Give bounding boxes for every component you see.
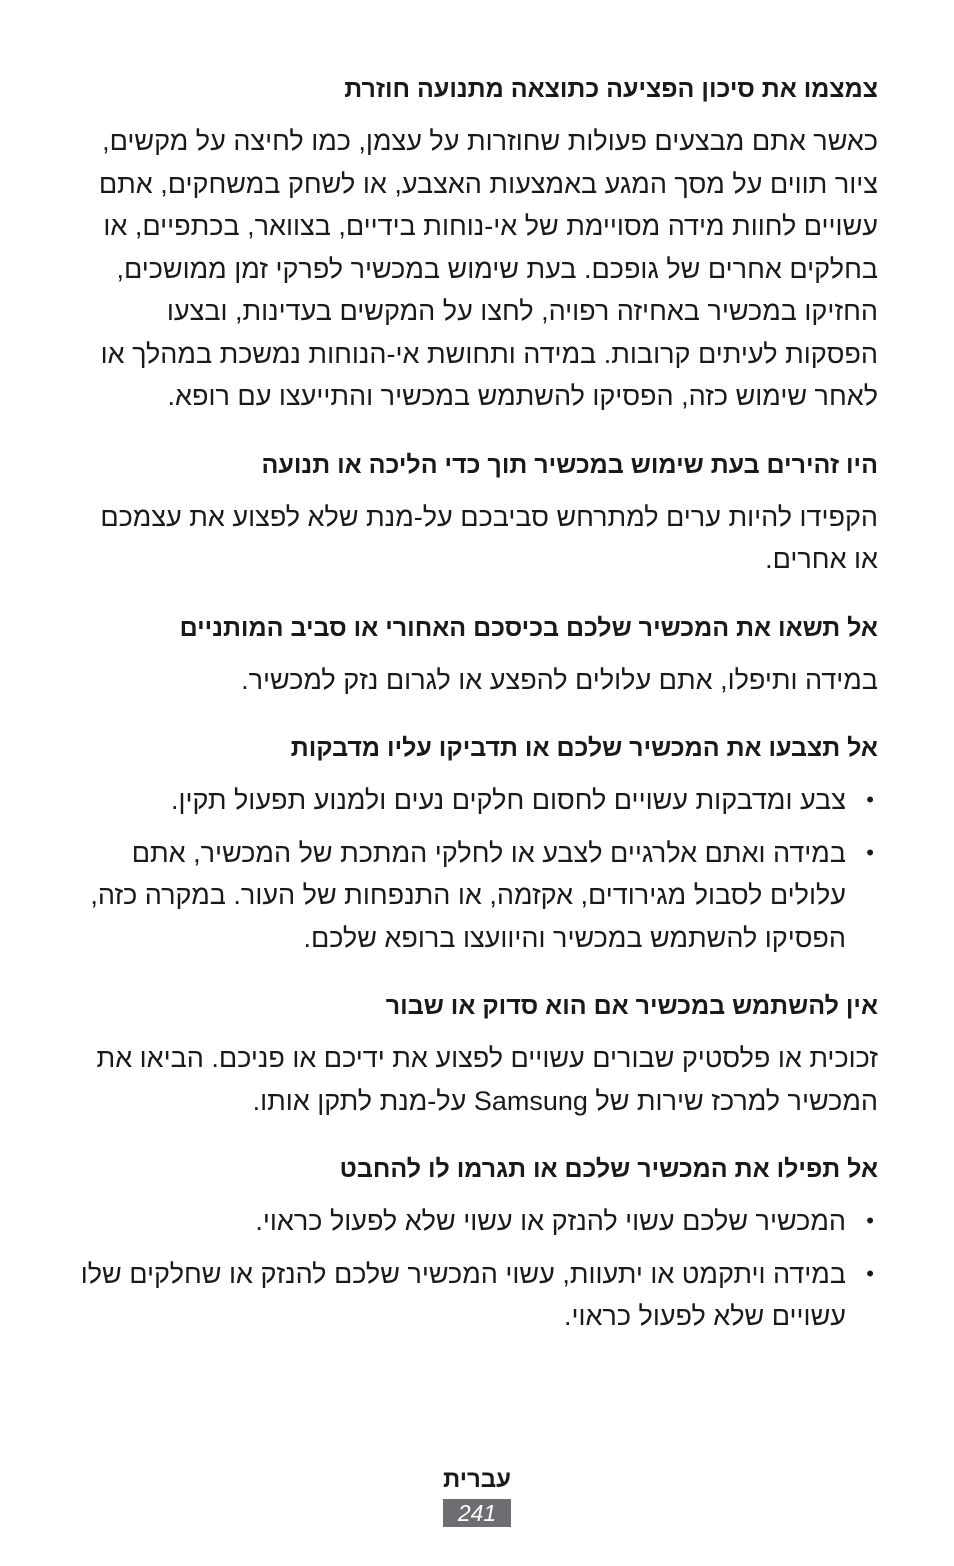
list-item-text: צבע ומדבקות עשויים לחסום חלקים נעים ולמנוע תפעול תקין.: [170, 785, 846, 815]
section-heading: אין להשתמש במכשיר אם הוא סדוק או שבור: [385, 992, 878, 1020]
brand-name: Samsung: [473, 1085, 588, 1116]
page-content: [78, 72, 878, 1368]
section-heading: צמצמו את סיכון הפציעה כתוצאה מתנועה חוזרת: [344, 75, 878, 103]
bullet-list: [78, 779, 878, 959]
section-body-part1: זכוכית או פלסטיק שבורים עשויים לפצוע את ידיכם או פניכם. הביאו את המכשיר למרכז שירות של: [96, 1043, 878, 1116]
section-heading: אל תשאו את המכשיר שלכם בכיסכם האחורי או סביב המותניים: [179, 613, 878, 642]
list-item: [78, 1253, 878, 1338]
list-item-text: במידה ויתקמט או יתעוות, עשוי המכשיר שלכם להנזק או שחלקים שלו עשויים שלא לפעול כראוי.: [80, 1258, 846, 1331]
list-item-text: המכשיר שלכם עשוי להנזק או עשוי שלא לפעול כראוי.: [255, 1206, 846, 1236]
section-dropping-device: [78, 1152, 878, 1338]
section-heading: אל תפילו את המכשיר שלכם או תגרמו לו להחבט: [339, 1155, 878, 1183]
section-body-part2: על-מנת לתקן אותו.: [252, 1085, 474, 1116]
page-number-badge: 241: [443, 1499, 511, 1527]
section-walking-caution: [78, 448, 878, 581]
bullet-icon: •: [866, 839, 874, 865]
list-item-text: במידה ואתם אלרגיים לצבע או לחלקי המתכת של המכשיר, אתם עלולים לסבול מגירודים, אקזמה, או התנפחות של העור. במקרה כזה, הפסיקו להשתמש במכשיר והיוועצו ברופא שלכם.: [90, 837, 846, 953]
section-body: הקפידו להיות ערים למתרחש סביבכם על-מנת שלא לפצוע את עצמכם או אחרים.: [100, 501, 878, 574]
section-repetitive-motion: [78, 72, 878, 418]
bullet-icon: •: [866, 787, 874, 812]
bullet-list: [78, 1200, 878, 1338]
page-footer: [0, 1465, 954, 1527]
section-body: כאשר אתם מבצעים פעולות שחוזרות על עצמן, כמו לחיצה על מקשים, ציור תווים על מסך המגע באמצעות האצבע, או לשחק במשחקים, אתם עשויים לחוות מידה מסויימת של אי-נוחות בידיים, בצוואר, בכתפיים, או בחלקים אחרים של גופכם. בעת שימוש במכשיר לפרקי זמן ממושכים, החזיקו במכשיר באחיזה רפויה, לחצו על המקשים בעדינות, ובצעו הפסקות לעיתים קרובות. במידה ותחושת אי-הנוחות נמשכת במהלך או לאחר שימוש כזה, הפסיקו להשתמש במכשיר והתייעצו עם רופא.: [98, 126, 878, 411]
section-back-pocket: [78, 611, 878, 702]
section-heading: היו זהירים בעת שימוש במכשיר תוך כדי הליכה או תנועה: [261, 450, 878, 479]
list-item: [78, 779, 878, 822]
section-body: [78, 1037, 878, 1122]
section-paint-stickers: [78, 731, 878, 959]
list-item: [78, 832, 878, 960]
list-item: [78, 1200, 878, 1243]
section-body: במידה ותיפלו, אתם עלולים להפצע או לגרום נזק למכשיר.: [241, 664, 878, 695]
section-cracked-device: [78, 989, 878, 1122]
bullet-icon: •: [866, 1208, 874, 1233]
footer-language: עברית: [442, 1466, 511, 1493]
bullet-icon: •: [866, 1260, 874, 1286]
section-heading: אל תצבעו את המכשיר שלכם או תדביקו עליו מדבקות: [290, 734, 878, 762]
